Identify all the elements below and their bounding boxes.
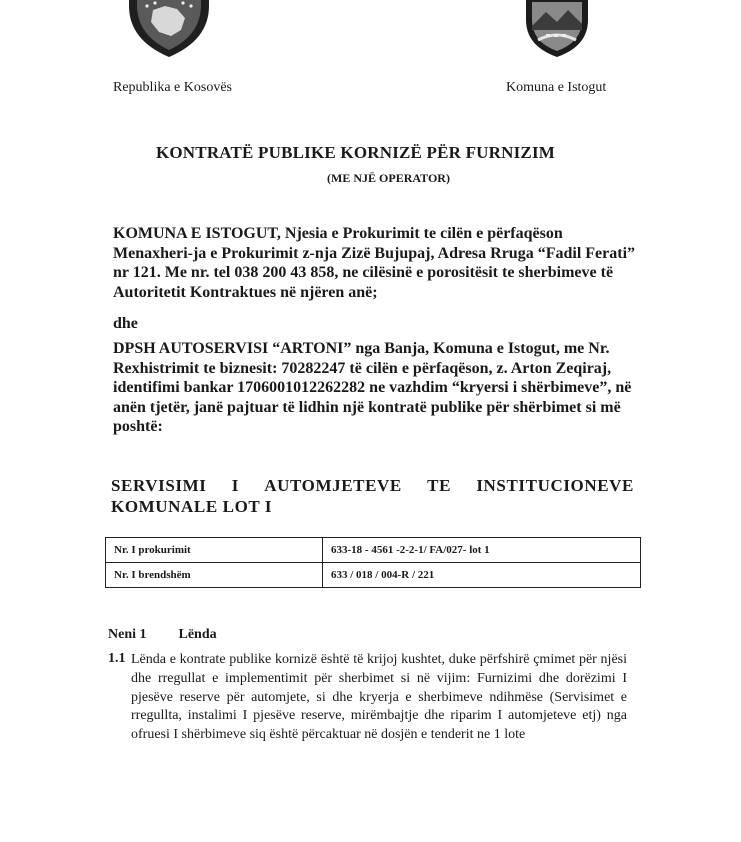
table-row <box>106 563 641 588</box>
section-heading <box>111 475 634 517</box>
party-1-paragraph: KOMUNA E ISTOGUT, Njesia e Prokurimit te cilën e përfaqëson Menaxheri-ja e Prokurimit z-nja Zizë Bujupaj, Adresa Rruga “Fadil Ferati” nr 121. Me nr. tel 038 200 43 858, ne cilësinë e porositësit te sherbimeve të Autoritetit Kontraktues në njëren anë; <box>113 225 636 301</box>
section-heading-line2: KOMUNALE LOT I <box>111 497 273 516</box>
header-republic-label: Republika e Kosovës <box>113 80 232 95</box>
article-name: Lënda <box>178 627 217 642</box>
document-subtitle <box>0 171 741 186</box>
party-2-paragraph: DPSH AUTOSERVISI “ARTONI” nga Banja, Komuna e Istogut, me Nr. Rexhistrimit te biznesit: 70282247 të cilën e përfaqëson, z. Arton Zeqiraj, identifimi bankar 1706001012262282 ne vazhdim “kryersi i shërbimeve”, në anën tjetër, janë pajtuar të lidhin një kontratë publike për shërbimet si më poshtë: <box>113 340 632 435</box>
clause-number: 1.1 <box>108 651 126 666</box>
table-cell-value: 633-18 - 4561 -2-2-1/ FA/027- lot 1 <box>323 538 641 563</box>
section-heading-line1 <box>111 475 634 496</box>
article-heading <box>108 627 217 643</box>
section-word: INSTITUCIONEVE <box>476 476 634 495</box>
article-number: Neni 1 <box>108 627 147 642</box>
document-title <box>0 143 741 163</box>
conjunction-text: dhe <box>113 315 138 332</box>
table-cell-label: Nr. I prokurimit <box>106 538 323 563</box>
document-subtitle-text: (ME NJË OPERATOR) <box>327 171 450 185</box>
kosovo-emblem-icon <box>125 0 213 58</box>
table-row <box>106 538 641 563</box>
section-word: AUTOMJETEVE <box>264 476 402 495</box>
document-title-text: KONTRATË PUBLIKE KORNIZË PËR FURNIZIM <box>155 143 556 162</box>
section-word: I <box>231 476 239 495</box>
clause-text: Lënda e kontrate publike kornizë është të krijoj kushtet, duke përfshirë çmimet për njësi dhe rregullat e implementimit për sherbimet si në vijim: Furnizimi dhe dorëzimi I pjesëve reserve për automjete, si dhe kryerja e sherbimeve ndihmëse (Servisimet e rregullta, instalimi I pjesëve reserve, mirëmbajtje dhe riparim I automjeteve etj) nga ofruesi I shërbimeve siq është përcaktuar në dosjën e tenderit ne 1 lote <box>131 652 627 743</box>
procurement-info-table <box>105 537 641 588</box>
section-word: SERVISIMI <box>111 476 207 495</box>
istog-emblem-icon <box>524 0 590 58</box>
section-word: TE <box>427 476 452 495</box>
table-cell-value: 633 / 018 / 004-R / 221 <box>323 563 641 588</box>
header-municipality-label: Komuna e Istogut <box>506 80 607 95</box>
table-cell-label: Nr. I brendshëm <box>106 563 323 588</box>
